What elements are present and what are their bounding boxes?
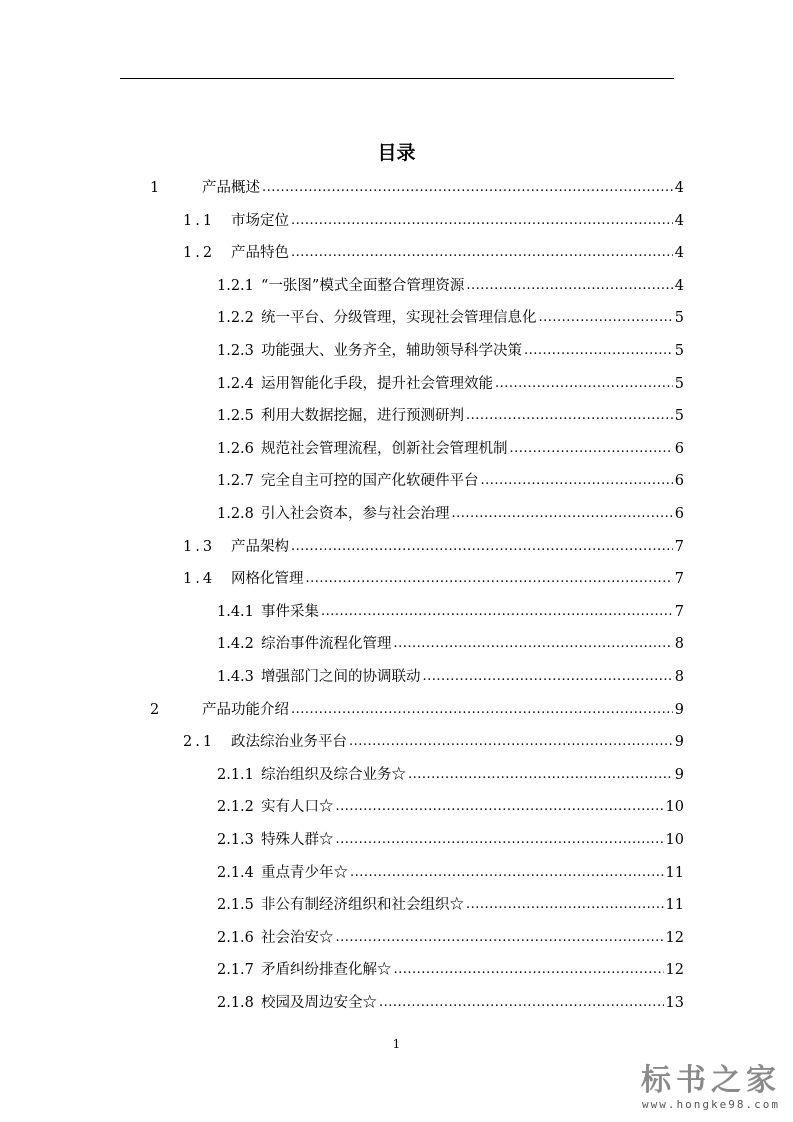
toc-entry-number: 2: [150, 701, 160, 718]
toc-entry-number: 1.4.3: [217, 669, 254, 685]
toc-leader-dots: [481, 465, 673, 497]
toc-leader-dots: [466, 400, 673, 432]
toc-entry-number: 1.2.8: [217, 506, 254, 522]
toc-entry-label: 统一平台、分级管理，实现社会管理信息化: [261, 310, 537, 327]
toc-entry-page: 9: [674, 734, 684, 751]
toc-entry-page: 4: [674, 212, 684, 229]
toc-entry-label: 重点青少年☆: [261, 864, 348, 881]
toc-entry-label: 引入社会资本，参与社会治理: [261, 506, 450, 522]
toc-entry-number: 2.1.3: [217, 832, 254, 848]
toc-leader-dots: [394, 628, 673, 660]
toc-entry-page: 13: [665, 995, 684, 1011]
toc-leader-dots: [262, 172, 673, 204]
toc-leader-dots: [306, 563, 673, 595]
toc-entry-page: 7: [674, 603, 684, 620]
toc-entry[interactable]: [217, 857, 684, 889]
toc-entry-page: 5: [674, 343, 684, 359]
toc-entry-label: “一张图”模式全面整合管理资源: [261, 277, 465, 294]
toc-entry-number: 1.2.7: [217, 473, 254, 490]
toc-leader-dots: [423, 661, 673, 693]
toc-leader-dots: [350, 857, 664, 889]
toc-entry-number: 2.1.8: [217, 995, 254, 1011]
toc-entry[interactable]: [217, 628, 684, 660]
toc-entry-label: 综治事件流程化管理: [261, 636, 392, 653]
toc-entry[interactable]: [217, 791, 684, 823]
toc-title: 目录: [377, 142, 416, 164]
toc-entry-label: 网格化管理: [231, 571, 304, 588]
toc-entry[interactable]: [217, 987, 684, 1019]
toc-entry-number: 2.1.7: [217, 962, 254, 979]
toc-entry-number: 2.1.5: [217, 897, 254, 914]
toc-entry[interactable]: [217, 302, 684, 334]
toc-entry-number: 1.4: [183, 571, 216, 588]
toc-entry-number: 1.2.3: [217, 343, 254, 359]
toc-entry-label: 校园及周边安全☆: [261, 995, 377, 1011]
toc-entry-label: 运用智能化手段，提升社会管理效能: [261, 375, 493, 392]
toc-entry-label: 政法综治业务平台: [231, 734, 347, 751]
toc-entry-number: 2.1.4: [217, 864, 254, 881]
toc-entry-page: 4: [674, 277, 684, 294]
toc-entry-label: 产品架构: [231, 538, 289, 555]
toc-entry-page: 8: [674, 669, 684, 685]
toc-entry-label: 产品功能介绍: [202, 701, 289, 718]
toc-entry-label: 产品特色: [231, 245, 289, 262]
toc-entry-page: 11: [665, 864, 684, 881]
toc-entry-number: 2.1: [183, 734, 216, 751]
toc-leader-dots: [336, 922, 664, 954]
toc-entry[interactable]: [183, 205, 684, 237]
toc-entry-page: 5: [674, 310, 684, 327]
toc-entry-label: 产品概述: [202, 180, 260, 196]
toc-entry[interactable]: [150, 694, 684, 726]
toc-entry-number: 1.3: [183, 538, 216, 555]
toc-entry[interactable]: [217, 661, 684, 693]
toc-leader-dots: [321, 596, 673, 628]
toc-leader-dots: [379, 987, 664, 1019]
toc-entry-number: 1: [150, 180, 160, 196]
toc-entry-page: 5: [674, 375, 684, 392]
toc-entry[interactable]: [217, 596, 684, 628]
toc-leader-dots: [349, 726, 673, 758]
toc-entry[interactable]: [217, 889, 684, 921]
toc-entry[interactable]: [217, 368, 684, 400]
toc-leader-dots: [452, 498, 673, 530]
toc-entry-label: 社会治安☆: [261, 929, 334, 946]
toc-leader-dots: [336, 824, 664, 856]
toc-entry-number: 1.2.2: [217, 310, 254, 327]
toc-entry-number: 1.2.4: [217, 375, 254, 392]
toc-entry-page: 6: [674, 440, 684, 457]
toc-entry-number: 1.2: [183, 245, 216, 262]
toc-leader-dots: [291, 531, 673, 563]
toc-entry-label: 事件采集: [261, 603, 319, 620]
toc-leader-dots: [539, 302, 673, 334]
toc-entry-label: 规范社会管理流程，创新社会管理机制: [261, 440, 508, 457]
toc-leader-dots: [336, 791, 664, 823]
toc-entry-page: 6: [674, 506, 684, 522]
toc-entry[interactable]: [217, 954, 684, 986]
toc-leader-dots: [495, 368, 673, 400]
toc-entry[interactable]: [183, 531, 684, 563]
toc-entry-number: 2.1.6: [217, 929, 254, 946]
toc-leader-dots: [291, 205, 673, 237]
toc-entry-page: 10: [665, 799, 684, 816]
toc-entry[interactable]: [183, 726, 684, 758]
toc-leader-dots: [408, 759, 673, 791]
toc-entry-page: 12: [665, 929, 684, 946]
toc-entry-label: 综治组织及综合业务☆: [261, 766, 406, 783]
toc-entry[interactable]: [183, 563, 684, 595]
toc-leader-dots: [466, 270, 672, 302]
watermark: [641, 1064, 781, 1112]
toc-entry[interactable]: [217, 335, 684, 367]
toc-entry-number: 1.4.2: [217, 636, 254, 653]
toc-entry-label: 功能强大、业务齐全，辅助领导科学决策: [261, 343, 522, 359]
toc-entry[interactable]: [183, 237, 684, 269]
toc-leader-dots: [524, 335, 673, 367]
toc-entry[interactable]: [217, 759, 684, 791]
toc-leader-dots: [394, 954, 664, 986]
toc-entry[interactable]: [150, 172, 684, 204]
toc-leader-dots: [291, 237, 673, 269]
header-rule: [120, 78, 674, 79]
toc-entry-page: 5: [674, 408, 684, 425]
watermark-url: www.hongke98.com: [642, 1098, 780, 1111]
toc-entry-label: 特殊人群☆: [261, 832, 334, 848]
toc-entry-page: 10: [665, 832, 684, 848]
toc-entry-page: 6: [674, 473, 684, 490]
toc-entry-page: 8: [674, 636, 684, 653]
toc-entry-number: 1.2.6: [217, 440, 254, 457]
toc-leader-dots: [291, 694, 673, 726]
toc-entry[interactable]: [217, 922, 684, 954]
toc-entry-label: 完全自主可控的国产化软硬件平台: [261, 473, 479, 490]
toc-entry[interactable]: [217, 498, 684, 530]
toc-entry[interactable]: [217, 465, 684, 497]
toc-entry[interactable]: [217, 433, 684, 465]
toc-entry[interactable]: [217, 400, 684, 432]
toc-entry-label: 市场定位: [231, 212, 289, 229]
toc-entry-page: 9: [674, 766, 684, 783]
toc-entry-page: 7: [674, 538, 684, 555]
toc-entry[interactable]: [217, 270, 684, 302]
toc-entry-label: 实有人口☆: [261, 799, 334, 816]
toc-leader-dots: [510, 433, 673, 465]
toc-entry-page: 9: [674, 701, 684, 718]
toc-entry-page: 4: [674, 245, 684, 262]
toc-entry-page: 4: [674, 180, 684, 196]
toc-entry-number: 1.2.1: [217, 277, 254, 294]
toc-leader-dots: [466, 889, 664, 921]
toc-entry-number: 1.1: [183, 212, 216, 229]
toc-entry-label: 利用大数据挖掘，进行预测研判: [261, 408, 464, 425]
toc-entry-number: 2.1.1: [217, 766, 254, 783]
toc-entry-label: 矛盾纠纷排查化解☆: [261, 962, 392, 979]
toc-entry-page: 11: [665, 897, 684, 914]
page-number: 1: [392, 1037, 401, 1051]
toc-entry-label: 非公有制经济组织和社会组织☆: [261, 897, 464, 914]
toc-entry-page: 12: [665, 962, 684, 979]
toc-entry[interactable]: [217, 824, 684, 856]
watermark-brand: 标书之家: [641, 1063, 781, 1098]
toc-entry-number: 2.1.2: [217, 799, 254, 816]
toc-entry-label: 增强部门之间的协调联动: [261, 669, 421, 685]
toc-entry-page: 7: [674, 571, 684, 588]
toc-entry-number: 1.2.5: [217, 408, 254, 425]
toc-entry-number: 1.4.1: [217, 603, 254, 620]
